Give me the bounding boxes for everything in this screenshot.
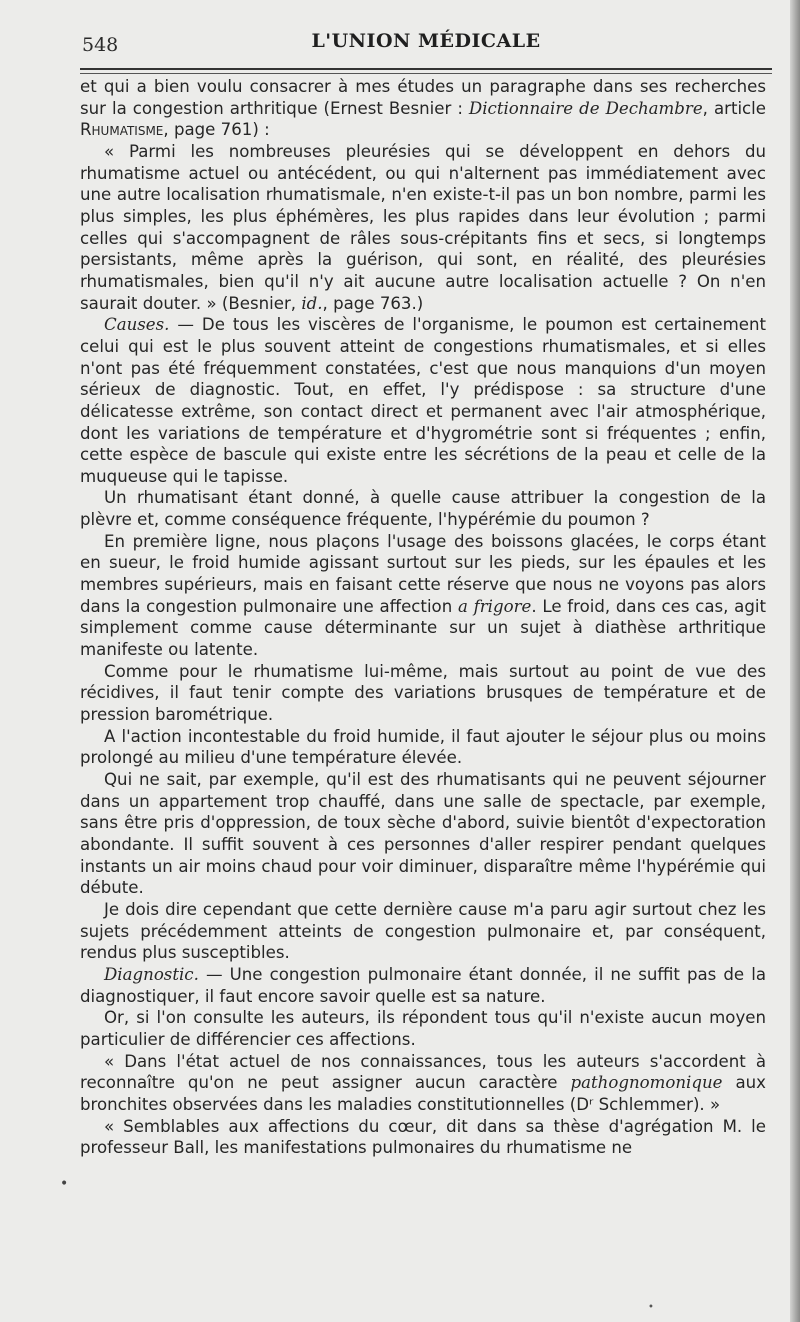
text-run: Or, si l'on consulte les auteurs, ils répondent tous qu'il n'existe aucun moyen particulier de différencier ces affections. bbox=[80, 1008, 766, 1049]
bottom-mark: • bbox=[648, 1302, 654, 1313]
italic-text: Causes. bbox=[104, 315, 170, 335]
text-run: . Le froid, dans ces cas, agit simplement comme cause déterminante sur un sujet à diathèse arthritique manifeste ou latente. bbox=[80, 596, 766, 660]
italic-text: a frigore bbox=[457, 596, 532, 616]
paragraph bbox=[80, 531, 766, 661]
text-run: , page 763.) bbox=[322, 293, 424, 313]
page-header bbox=[80, 22, 772, 62]
paragraph bbox=[80, 769, 766, 899]
paragraph bbox=[80, 1116, 766, 1159]
text-run: Un rhumatisant étant donné, à quelle cause attribuer la congestion de la plèvre et, comme conséquence fréquente, l'hypérémie du poumon ? bbox=[80, 488, 766, 530]
header-rule bbox=[80, 68, 772, 70]
italic-text: Diagnostic. bbox=[104, 964, 199, 984]
text-run: « Dans l'état actuel de nos connaissances, tous les auteurs s'accordent à reconnaître qu'on ne peut assigner aucun caractère bbox=[80, 1051, 766, 1093]
text-run: , page 761) : bbox=[163, 120, 270, 140]
running-title: L'UNION MÉDICALE bbox=[311, 30, 541, 52]
paragraph bbox=[80, 76, 766, 141]
body-text bbox=[80, 76, 766, 1159]
paragraph bbox=[80, 726, 766, 769]
header-rule-thin bbox=[80, 73, 772, 74]
small-caps-text: Rhumatisme bbox=[80, 120, 164, 140]
text-run: et qui a bien voulu consacrer à mes études un paragraphe dans ses recherches sur la congestion arthritique (Ernest Besnier : bbox=[80, 77, 766, 118]
paragraph bbox=[80, 964, 766, 1007]
italic-text: Dictionnaire de Dechambre bbox=[468, 98, 703, 118]
italic-text: pathognomonique bbox=[570, 1073, 723, 1093]
text-run: En première ligne, nous plaçons l'usage des boissons glacées, le corps étant en sueur, le froid humide agissant surtout sur les pieds, sur les épaules et les membres supérieurs, mais en faisant cette réserve que nous ne voyons pas alors dans la congestion pulmonaire une affection bbox=[80, 531, 766, 616]
text-run: , article bbox=[702, 98, 766, 118]
paragraph bbox=[80, 899, 766, 964]
text-run: aux bronchites observées dans les maladies constitutionnelles (Dʳ Schlemmer). » bbox=[80, 1073, 767, 1114]
paragraph bbox=[80, 141, 766, 314]
paragraph bbox=[80, 1007, 766, 1050]
text-run: Comme pour le rhumatisme lui-même, mais surtout au point de vue des récidives, il faut tenir compte des variations brusques de température et de pression barométrique. bbox=[80, 661, 766, 725]
text-run: — De tous les viscères de l'organisme, le poumon est certainement celui qui est le plus souvent atteint de congestions rhumatismales, et si elles n'ont pas été fréquemment constatées, c'est que nous manquions d'un moyen sérieux de diagnostic. Tout, en effet, l'y prédispose : sa structure d'une délicatesse extrême, son contact direct et permanent avec l'air atmosphérique, dont les variations de température et d'hygrométrie sont si fréquentes ; enfin, cette espèce de bascule qui existe entre les sécrétions de la peau et celle de la muqueuse qui le tapisse. bbox=[80, 315, 766, 486]
text-run: Je dois dire cependant que cette dernière cause m'a paru agir surtout chez les sujets précédemment atteints de congestion pulmonaire et, par conséquent, rendus plus susceptibles. bbox=[80, 899, 766, 963]
text-run: « Semblables aux affections du cœur, dit dans sa thèse d'agrégation M. le professeur Ball, les manifestations pulmonaires du rhumatisme ne bbox=[80, 1116, 766, 1158]
paragraph bbox=[80, 1051, 766, 1116]
text-run: A l'action incontestable du froid humide, il faut ajouter le séjour plus ou moins prolongé au milieu d'une température élevée. bbox=[80, 726, 766, 768]
italic-text: id. bbox=[301, 293, 323, 313]
text-run: Qui ne sait, par exemple, qu'il est des rhumatisants qui ne peuvent séjourner dans un appartement trop chauffé, dans une salle de spectacle, par exemple, sans être pris d'oppression, de toux sèche d'abord, suivie bientôt d'expectoration abondante. Il suffit souvent à ces personnes d'aller respirer pendant quelques instants un air moins chaud pour voir diminuer, disparaître même l'hypérémie qui débute. bbox=[80, 770, 766, 898]
paragraph bbox=[80, 314, 766, 487]
paragraph bbox=[80, 661, 766, 726]
text-run: « Parmi les nombreuses pleurésies qui se développent en dehors du rhumatisme actuel ou antécédent, ou qui n'alternent pas immédiatement avec une autre localisation rhumatismale, n'en existe-t-il pas un bon nombre, parmi les plus simples, les plus éphémères, les plus rapides dans leur évolution ; parmi celles qui s'accompagnent de râles sous-crépitants fins et secs, si longtemps persistants, même après la guérison, qui sont, en réalité, des pleurésies rhumatismales, bien qu'il n'y ait aucune autre localisation actuelle ? On n'en saurait douter. » (Besnier, bbox=[80, 141, 766, 313]
margin-mark: • bbox=[60, 1176, 69, 1192]
text-run: — Une congestion pulmonaire étant donnée, il ne suffit pas de la diagnostiquer, il faut encore savoir quelle est sa nature. bbox=[80, 964, 766, 1006]
page-number: 548 bbox=[82, 34, 119, 56]
paragraph bbox=[80, 487, 766, 530]
